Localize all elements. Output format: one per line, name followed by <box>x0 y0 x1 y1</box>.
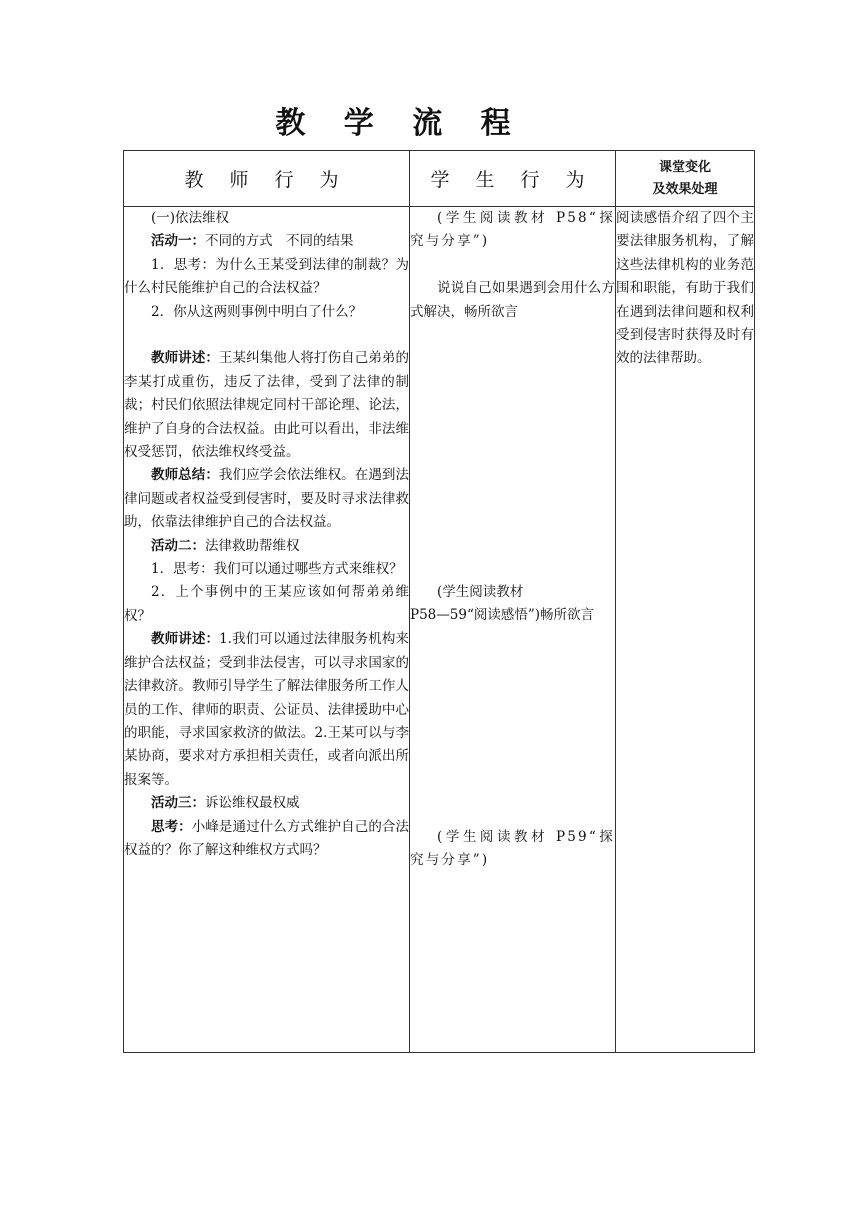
header-effect-line1: 课堂变化 <box>658 159 711 175</box>
activity-1-label: 活动一： <box>151 233 205 250</box>
teacher-talk-1-label: 教师讲述： <box>151 350 219 367</box>
header-student-cell <box>410 151 616 207</box>
table-body-row <box>124 207 755 1053</box>
page-title: 教 学 流 程 <box>275 106 525 141</box>
student-action-2: 说说自己如果遇到会用什么方式解决，畅所欲言 <box>410 280 615 320</box>
teacher-actions-cell <box>124 207 410 1053</box>
question-5-text: 小峰是通过什么方式维护自己的合法权益的？你了解这种维权方式吗？ <box>124 818 409 858</box>
student-actions-cell <box>410 207 616 1053</box>
teacher-summary <box>124 464 409 534</box>
teacher-summary-text: 我们应学会依法维权。在遇到法律问题或者权益受到侵害时，要及时寻求法律救助，依靠法律维护自己的合法权益。 <box>124 467 410 531</box>
header-teacher-cell <box>124 151 410 207</box>
activity-2 <box>124 535 409 558</box>
teacher-talk-1 <box>124 347 409 464</box>
activity-2-label: 活动二： <box>151 537 205 554</box>
question-5-label: 思考： <box>151 818 192 835</box>
teacher-talk-2-label: 教师讲述： <box>151 631 220 648</box>
effect-text: 阅读感悟介绍了四个主要法律服务机构，了解这些法律机构的业务范围和职能，有助于我们在遇到法律问题和权利受到侵害时获得及时有效的法律帮助。 <box>616 210 754 367</box>
activity-2-title: 法律救助帮维权 <box>205 537 300 554</box>
header-effect-cell <box>616 151 755 207</box>
question-1: 1．思考：为什么王某受到法律的制裁？为什么村民能维护自己的合法权益？ <box>124 256 409 297</box>
question-4: 2．上个事例中的王某应该如何帮弟弟维权？ <box>124 584 409 624</box>
student-action-3b: P58—59“阅读感悟”)畅所欲言 <box>410 607 595 624</box>
student-action-4: (学生阅读教材 P59“探究与分享”) <box>410 828 615 869</box>
header-student: 学 生 行 为 <box>430 169 595 191</box>
table-header-row <box>124 151 755 207</box>
activity-3-label: 活动三： <box>151 795 205 812</box>
header-effect-line2: 及效果处理 <box>652 181 718 197</box>
teacher-talk-2 <box>124 628 409 792</box>
effect-cell <box>616 207 755 1053</box>
question-2: 2．你从这两则事例中明白了什么？ <box>151 303 363 320</box>
teacher-talk-1-text: 王某纠集他人将打伤自己弟弟的李某打成重伤，违反了法律，受到了法律的制裁；村民们依照法律规定同村干部论理、论法，维护了自身的合法权益。由此可以看出，非法维权受惩罚，依法维权终受益。 <box>124 350 410 461</box>
activity-3-title: 诉讼维权最权威 <box>205 795 300 812</box>
student-action-1: (学生阅读教材 P58“探究与分享”) <box>410 210 615 250</box>
question-5 <box>124 816 409 863</box>
teacher-summary-label: 教师总结： <box>151 467 219 484</box>
activity-3 <box>124 792 409 815</box>
lesson-flow-table <box>123 150 755 1053</box>
header-teacher: 教 师 行 为 <box>184 169 349 191</box>
activity-1-title: 不同的方式 不同的结果 <box>205 233 354 250</box>
student-action-3a: (学生阅读教材 <box>437 584 524 601</box>
activity-1 <box>124 230 409 253</box>
question-3: 1．思考：我们可以通过哪些方式来维权？ <box>151 561 403 578</box>
section-heading: (一)依法维权 <box>151 210 230 226</box>
teacher-talk-2-text: 1.我们可以通过法律服务机构来维护合法权益；受到非法侵害，可以寻求国家的法律救济。教师引导学生了解法律服务所工作人员的工作、律师的职责、公证员、法律援助中心的职能，寻求国家救济的做法。2.王某可以与李某协商，要求对方承担相关责任，或者向派出所报案等。 <box>124 631 409 788</box>
